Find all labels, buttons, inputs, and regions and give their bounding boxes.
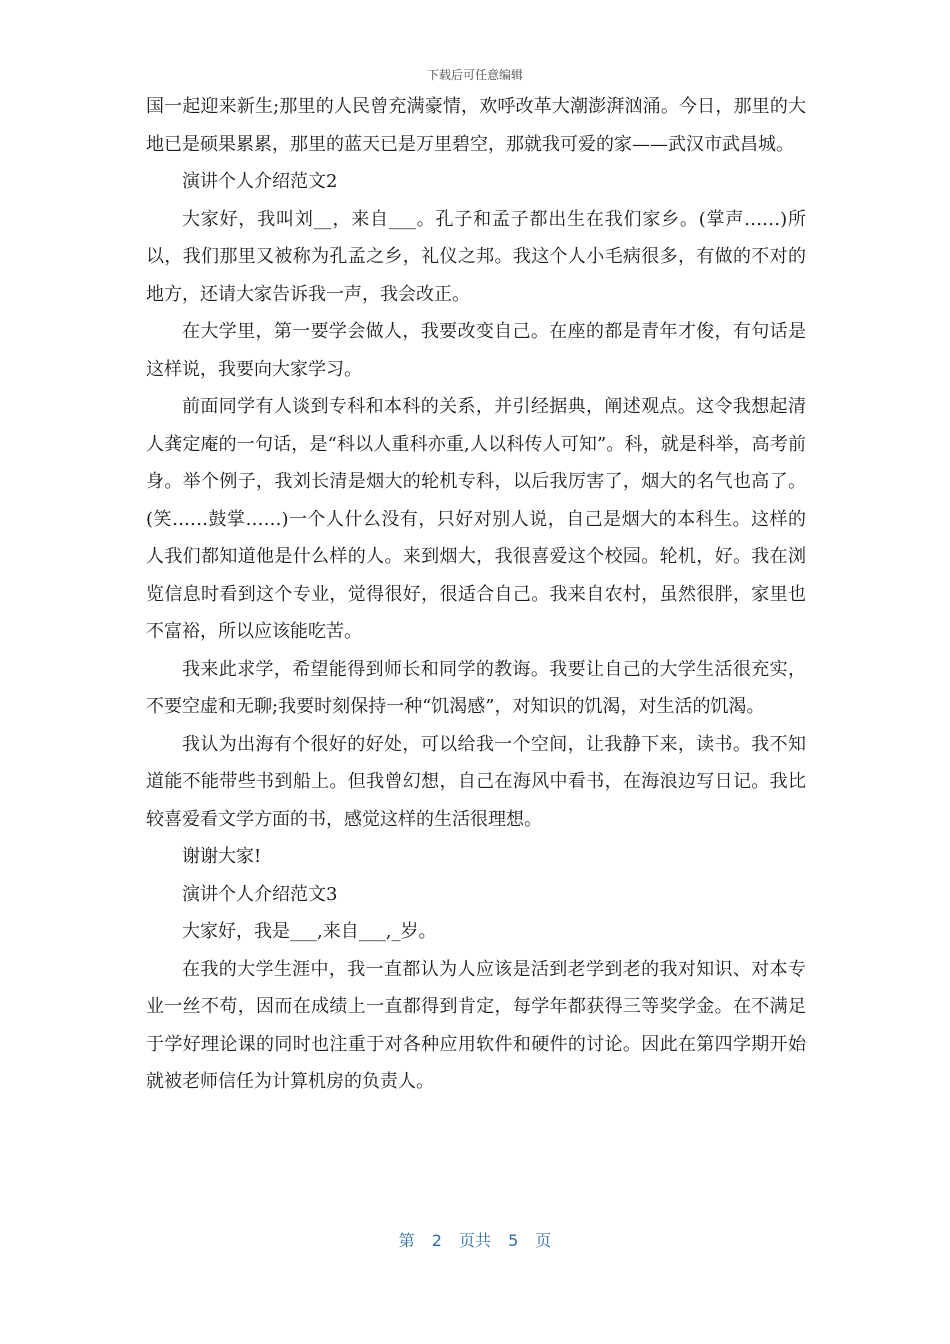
page-number-footer: 第 2 页共 5 页 [398,1231,552,1250]
paragraph: 我认为出海有个很好的好处，可以给我一个空间，让我静下来，读书。我不知道能不能带些书到船上。但我曾幻想，自己在海风中看书，在海浪边写日记。我比较喜爱看文学方面的书，感觉这样的生活很理想。 [146,733,806,830]
section-heading: 演讲个人介绍范文3 [182,883,338,905]
section-heading: 演讲个人介绍范文2 [182,171,338,192]
paragraph: 国一起迎来新生;那里的人民曾充满豪情，欢呼改革大潮澎湃汹涌。今日，那里的大地已是硕果累累，那里的蓝天已是万里碧空，那就我可爱的家——武汉市武昌城。 [146,96,806,155]
paragraph: 在大学里，第一要学会做人，我要改变自己。在座的都是青年才俊，有句话是这样说，我要向大家学习。 [146,321,806,380]
paragraph: 前面同学有人谈到专科和本科的关系，并引经据典，阐述观点。这令我想起清人龚定庵的一句话，是“科以人重科亦重,人以科传人可知”。科，就是科举，高考前身。举个例子，我刘长清是烟大的轮机专科，以后我厉害了，烟大的名气也高了。(笑……鼓掌……)一个人什么没有，只好对别人说，自己是烟大的本科生。这样的人我们都知道他是什么样的人。来到烟大，我很喜爱这个校园。轮机，好。我在浏览信息时看到这个专业，觉得很好，很适合自己。我来自农村，虽然很胖，家里也不富裕，所以应该能吃苦。 [146,396,806,642]
paragraph: 大家好，我叫刘__，来自___。孔子和孟子都出生在我们家乡。(掌声……)所以，我们那里又被称为孔孟之乡，礼仪之邦。我这个人小毛病很多，有做的不对的地方，还请大家告诉我一声，我会改正。 [146,208,806,305]
document-body [146,88,806,1101]
paragraph: 大家好，我是___,来自___,_岁。 [182,921,437,942]
paragraph: 谢谢大家! [182,846,262,867]
paragraph: 在我的大学生涯中，我一直都认为人应该是活到老学到老的我对知识、对本专业一丝不苟，因而在成绩上一直都得到肯定，每学年都获得三等奖学金。在不满足于学好理论课的同时也注重于对各种应用软件和硬件的讨论。因此在第四学期开始就被老师信任为计算机房的负责人。 [146,958,806,1092]
page-header: 下载后可任意编辑 [426,68,523,82]
paragraph: 我来此求学，希望能得到师长和同学的教诲。我要让自己的大学生活很充实，不要空虚和无聊;我要时刻保持一种“饥渴感”，对知识的饥渴，对生活的饥渴。 [146,658,806,717]
